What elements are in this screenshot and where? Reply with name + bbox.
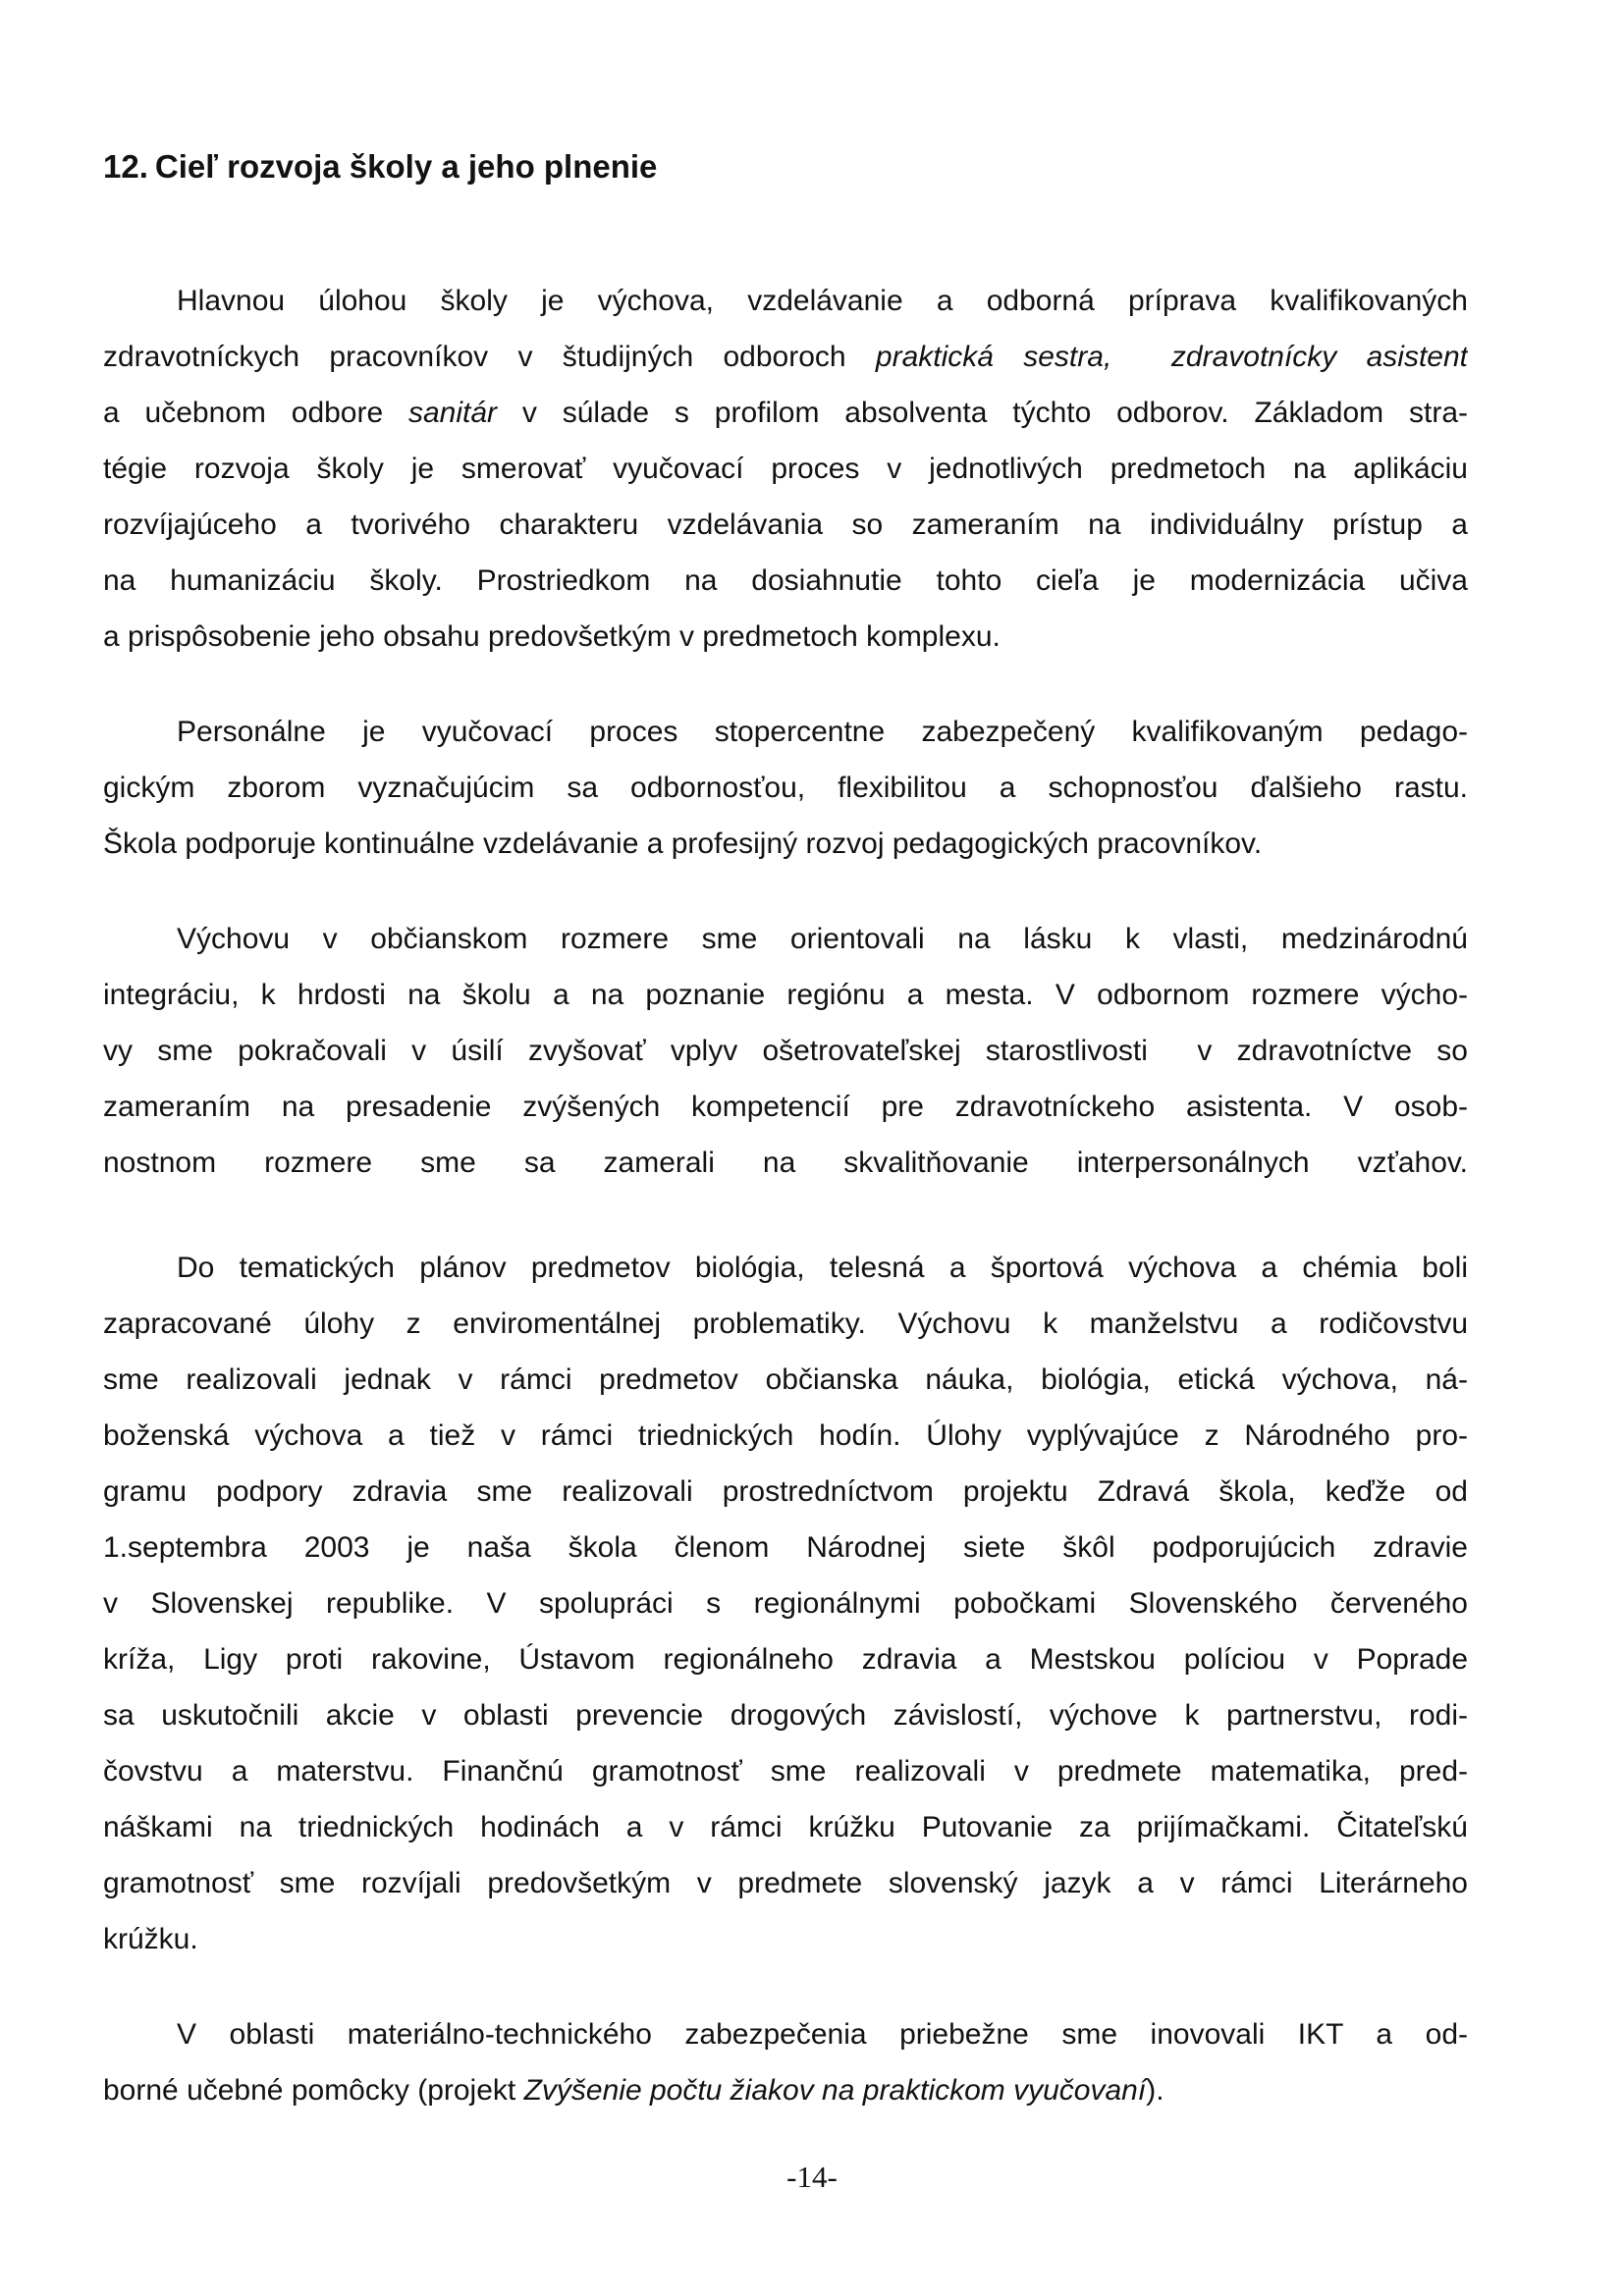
text-run: Škola podporuje kontinuálne vzdelávanie a profesijný rozvoj pedagogických pracovníkov. (103, 828, 1263, 860)
italic-text-run: zdravotnícky asistent (1170, 341, 1468, 373)
paragraph (103, 273, 1468, 665)
text-line (103, 1135, 1468, 1191)
text-line (103, 816, 1468, 872)
text-line (103, 1464, 1468, 1520)
text-run: nostnom rozmere sme sa zamerali na skvalitňovanie interpersonálnych vzťahov. (103, 1147, 1468, 1179)
text-run: borné učebné pomôcky (projekt (103, 2074, 524, 2107)
text-line (103, 1855, 1468, 1911)
text-run: V oblasti materiálno-technického zabezpečenia priebežne sme inovovali IKT a od- (177, 2018, 1468, 2051)
text-line (103, 1023, 1468, 1079)
text-run: rozvíjajúceho a tvorivého charakteru vzdelávania so zameraním na individuálny prístup a (103, 508, 1468, 541)
page-footer (0, 2158, 1624, 2197)
text-line (103, 385, 1468, 441)
text-line (103, 1631, 1468, 1687)
text-run: integráciu, k hrdosti na školu a na poznanie regiónu a mesta. V odbornom rozmere výcho- (103, 979, 1468, 1011)
paragraph (103, 704, 1468, 872)
page-content (103, 147, 1468, 2118)
text-line (103, 441, 1468, 497)
text-run: na humanizáciu školy. Prostriedkom na dosiahnutie tohto cieľa je modernizácia učiva (103, 564, 1468, 597)
text-line (103, 760, 1468, 816)
text-line (103, 2006, 1468, 2062)
paragraph (103, 911, 1468, 1191)
text-run: zapracované úlohy z enviromentálnej problematiky. Výchovu k manželstvu a rodičovstvu (103, 1308, 1468, 1340)
text-run: v Slovenskej republike. V spolupráci s regionálnymi pobočkami Slovenského červeného (103, 1587, 1468, 1620)
text-run: gickým zborom vyznačujúcim sa odbornosťou, flexibilitou a schopnosťou ďalšieho rastu. (103, 772, 1468, 804)
text-run: boženská výchova a tiež v rámci triednických hodín. Úlohy vyplývajúce z Národného pro- (103, 1419, 1468, 1452)
section-number: 12. (103, 148, 148, 185)
text-line (103, 1408, 1468, 1464)
text-line (103, 1799, 1468, 1855)
text-line (103, 704, 1468, 760)
text-run: gramu podpory zdravia sme realizovali prostredníctvom projektu Zdravá škola, keďže od (103, 1475, 1468, 1508)
text-run: Výchovu v občianskom rozmere sme orientovali na lásku k vlasti, medzinárodnú (177, 923, 1468, 955)
text-run: náškami na triednických hodinách a v rámci krúžku Putovanie za prijímačkami. Čitateľskú (103, 1811, 1468, 1843)
italic-text-run: sanitár (408, 397, 498, 429)
text-run: kríža, Ligy proti rakovine, Ústavom regionálneho zdravia a Mestskou políciou v Poprade (103, 1643, 1468, 1676)
text-line (103, 967, 1468, 1023)
text-line (103, 2062, 1468, 2118)
text-line (103, 273, 1468, 329)
italic-text-run: praktická sestra, (875, 341, 1112, 373)
text-run: Personálne je vyučovací proces stopercentne zabezpečený kvalifikovaným pedago- (177, 716, 1468, 748)
section-title: Cieľ rozvoja školy a jeho plnenie (154, 148, 658, 185)
section-heading (103, 147, 1468, 187)
text-run: gramotnosť sme rozvíjali predovšetkým v predmete slovenský jazyk a v rámci Literárneho (103, 1867, 1468, 1899)
text-run: a prispôsobenie jeho obsahu predovšetkým v predmetoch komplexu. (103, 620, 1001, 653)
paragraph (103, 2006, 1468, 2118)
page-number: -14- (786, 2160, 838, 2194)
text-line (103, 497, 1468, 553)
text-run (1111, 341, 1171, 373)
text-run: krúžku. (103, 1923, 198, 1955)
text-line (103, 553, 1468, 609)
text-run: tégie rozvoja školy je smerovať vyučovací proces v jednotlivých predmetoch na aplikáciu (103, 453, 1468, 485)
text-run: sme realizovali jednak v rámci predmetov občianska náuka, biológia, etická výchova, ná- (103, 1363, 1468, 1396)
text-run: Hlavnou úlohou školy je výchova, vzdelávanie a odborná príprava kvalifikovaných (177, 285, 1468, 317)
text-run: ). (1146, 2074, 1164, 2107)
text-line (103, 911, 1468, 967)
text-line (103, 1520, 1468, 1575)
text-run: Do tematických plánov predmetov biológia, telesná a športová výchova a chémia boli (177, 1252, 1468, 1284)
text-line (103, 1296, 1468, 1352)
text-run: zdravotníckych pracovníkov v študijných odboroch (103, 341, 876, 373)
text-run: v súlade s profilom absolventa týchto odborov. Základom stra- (497, 397, 1468, 429)
paragraph (103, 1240, 1468, 1967)
text-line (103, 1687, 1468, 1743)
italic-text-run: Zvýšenie počtu žiakov na praktickom vyučovaní (523, 2074, 1147, 2107)
text-run: čovstvu a materstvu. Finančnú gramotnosť sme realizovali v predmete matematika, pred- (103, 1755, 1468, 1788)
text-run: zameraním na presadenie zvýšených kompetencií pre zdravotníckeho asistenta. V osob- (103, 1091, 1468, 1123)
text-line (103, 329, 1468, 385)
text-line (103, 1240, 1468, 1296)
text-line (103, 1575, 1468, 1631)
text-run: vy sme pokračovali v úsilí zvyšovať vplyv ošetrovateľskej starostlivosti v zdravotníctve so (103, 1035, 1468, 1067)
text-run: a učebnom odbore (103, 397, 408, 429)
text-run: sa uskutočnili akcie v oblasti prevencie drogových závislostí, výchove k partnerstvu, rodi- (103, 1699, 1468, 1732)
document-body (103, 273, 1468, 2118)
text-line (103, 1352, 1468, 1408)
text-line (103, 609, 1468, 665)
text-run: 1.septembra 2003 je naša škola členom Národnej siete škôl podporujúcich zdravie (103, 1531, 1468, 1564)
text-line (103, 1079, 1468, 1135)
text-line (103, 1911, 1468, 1967)
text-line (103, 1743, 1468, 1799)
